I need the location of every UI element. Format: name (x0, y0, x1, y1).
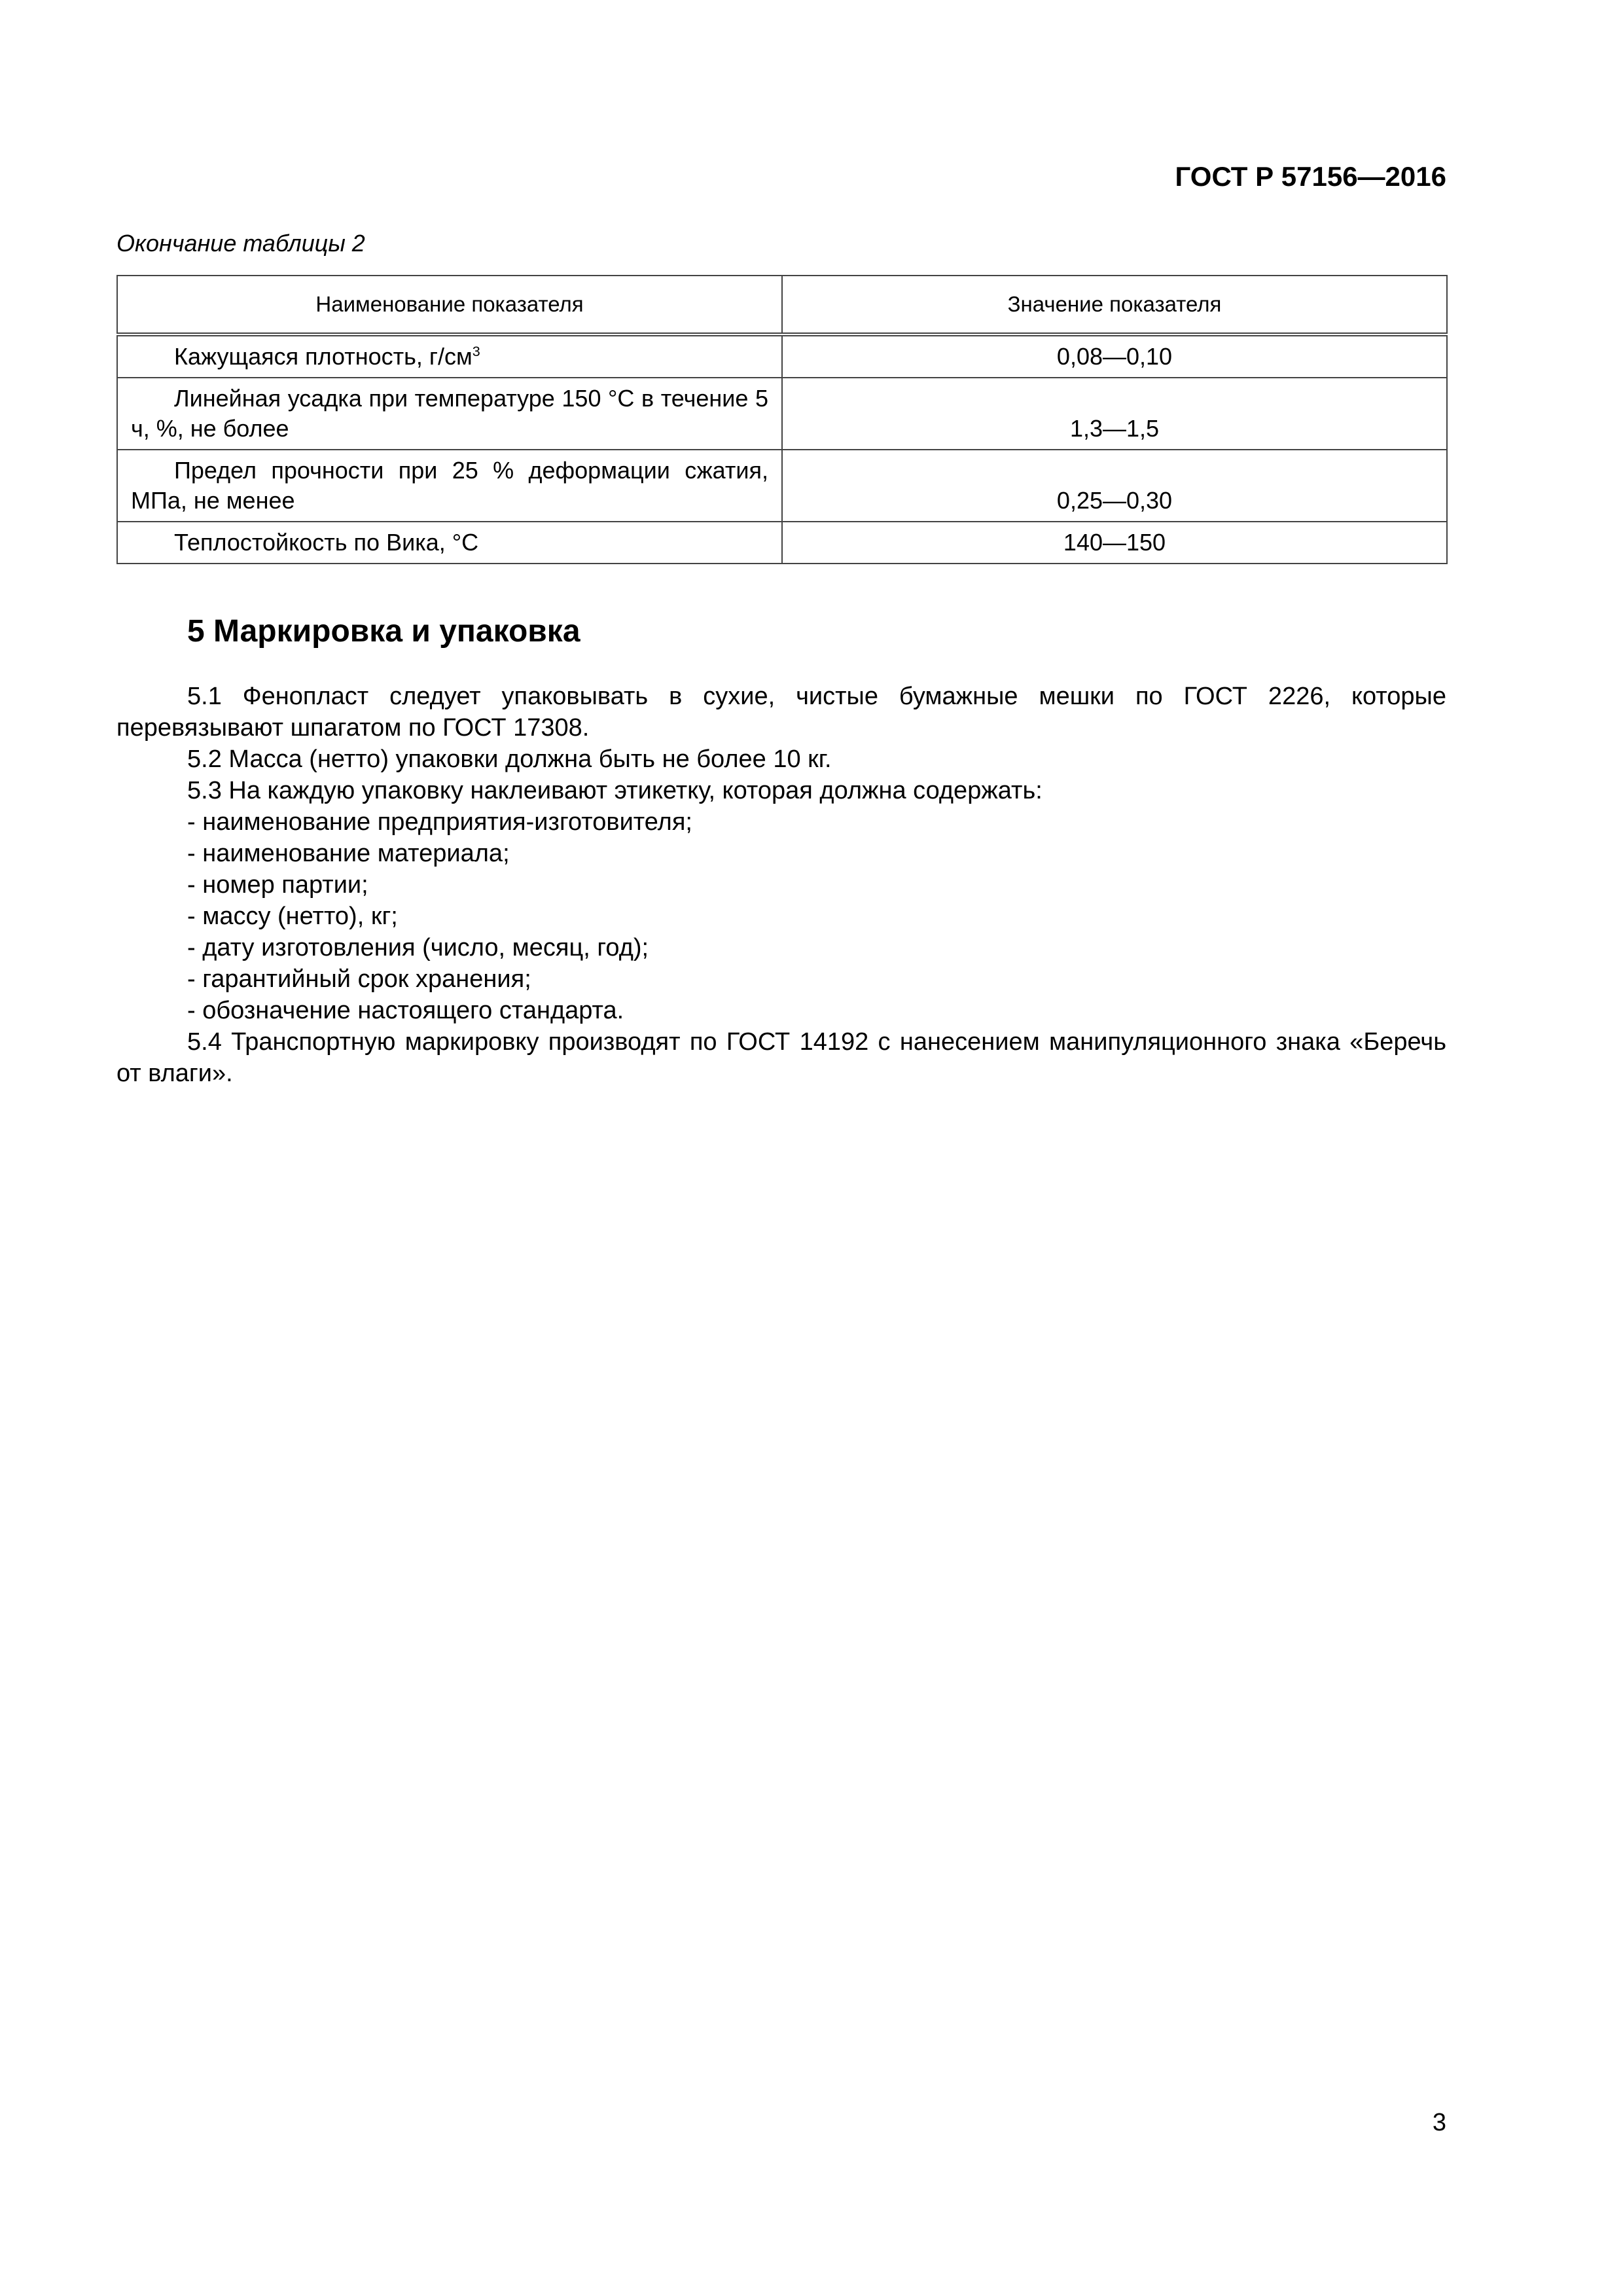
indicator-name-text: Кажущаяся плотность, г/см (174, 343, 473, 370)
paragraph-5-3: 5.3 На каждую упаковку наклеивают этикетку, которая должна содержать: (187, 777, 1043, 804)
table-row (117, 450, 1447, 522)
indicator-name: Теплостойкость по Вика, °С (117, 522, 782, 564)
paragraph-5-4: 5.4 Транспортную маркировку производят по ГОСТ 14192 с нанесением манипуляционного знака «Беречь от влаги». (116, 1028, 1446, 1087)
superscript: 3 (472, 343, 480, 359)
table-row (117, 378, 1447, 450)
indicator-name (117, 334, 782, 378)
paragraph-5-2: 5.2 Масса (нетто) упаковки должна быть не более 10 кг. (187, 745, 832, 773)
list-item: - наименование материала; (187, 840, 510, 867)
indicator-name: Предел прочности при 25 % деформации сжатия, МПа, не менее (117, 450, 782, 522)
list-item: - массу (нетто), кг; (187, 903, 398, 930)
document-number: ГОСТ Р 57156—2016 (1175, 161, 1446, 192)
list-item: - наименование предприятия-изготовителя; (187, 808, 692, 836)
indicator-value: 140—150 (782, 522, 1447, 564)
indicator-value: 1,3—1,5 (782, 378, 1447, 450)
indicator-value: 0,08—0,10 (782, 334, 1447, 378)
paragraph-5-1: 5.1 Фенопласт следует упаковывать в сухие, чистые бумажные мешки по ГОСТ 2226, которые перевязывают шпагатом по ГОСТ 17308. (116, 683, 1446, 742)
section-body (116, 681, 1446, 1089)
table-row (117, 334, 1447, 378)
indicator-value: 0,25—0,30 (782, 450, 1447, 522)
table-row (117, 522, 1447, 564)
column-header-value: Значение показателя (782, 276, 1447, 334)
table-caption: Окончание таблицы 2 (116, 230, 365, 257)
list-item: - гарантийный срок хранения; (187, 965, 531, 993)
table-header-row (117, 276, 1447, 334)
list-item: - дату изготовления (число, месяц, год); (187, 934, 649, 961)
indicator-name: Линейная усадка при температуре 150 °С в течение 5 ч, %, не более (117, 378, 782, 450)
column-header-name: Наименование показателя (117, 276, 782, 334)
list-item: - обозначение настоящего стандарта. (187, 997, 624, 1024)
indicators-table (116, 275, 1448, 564)
section-heading: 5 Маркировка и упаковка (187, 614, 580, 649)
list-item: - номер партии; (187, 871, 368, 899)
page-number: 3 (1432, 2109, 1446, 2136)
